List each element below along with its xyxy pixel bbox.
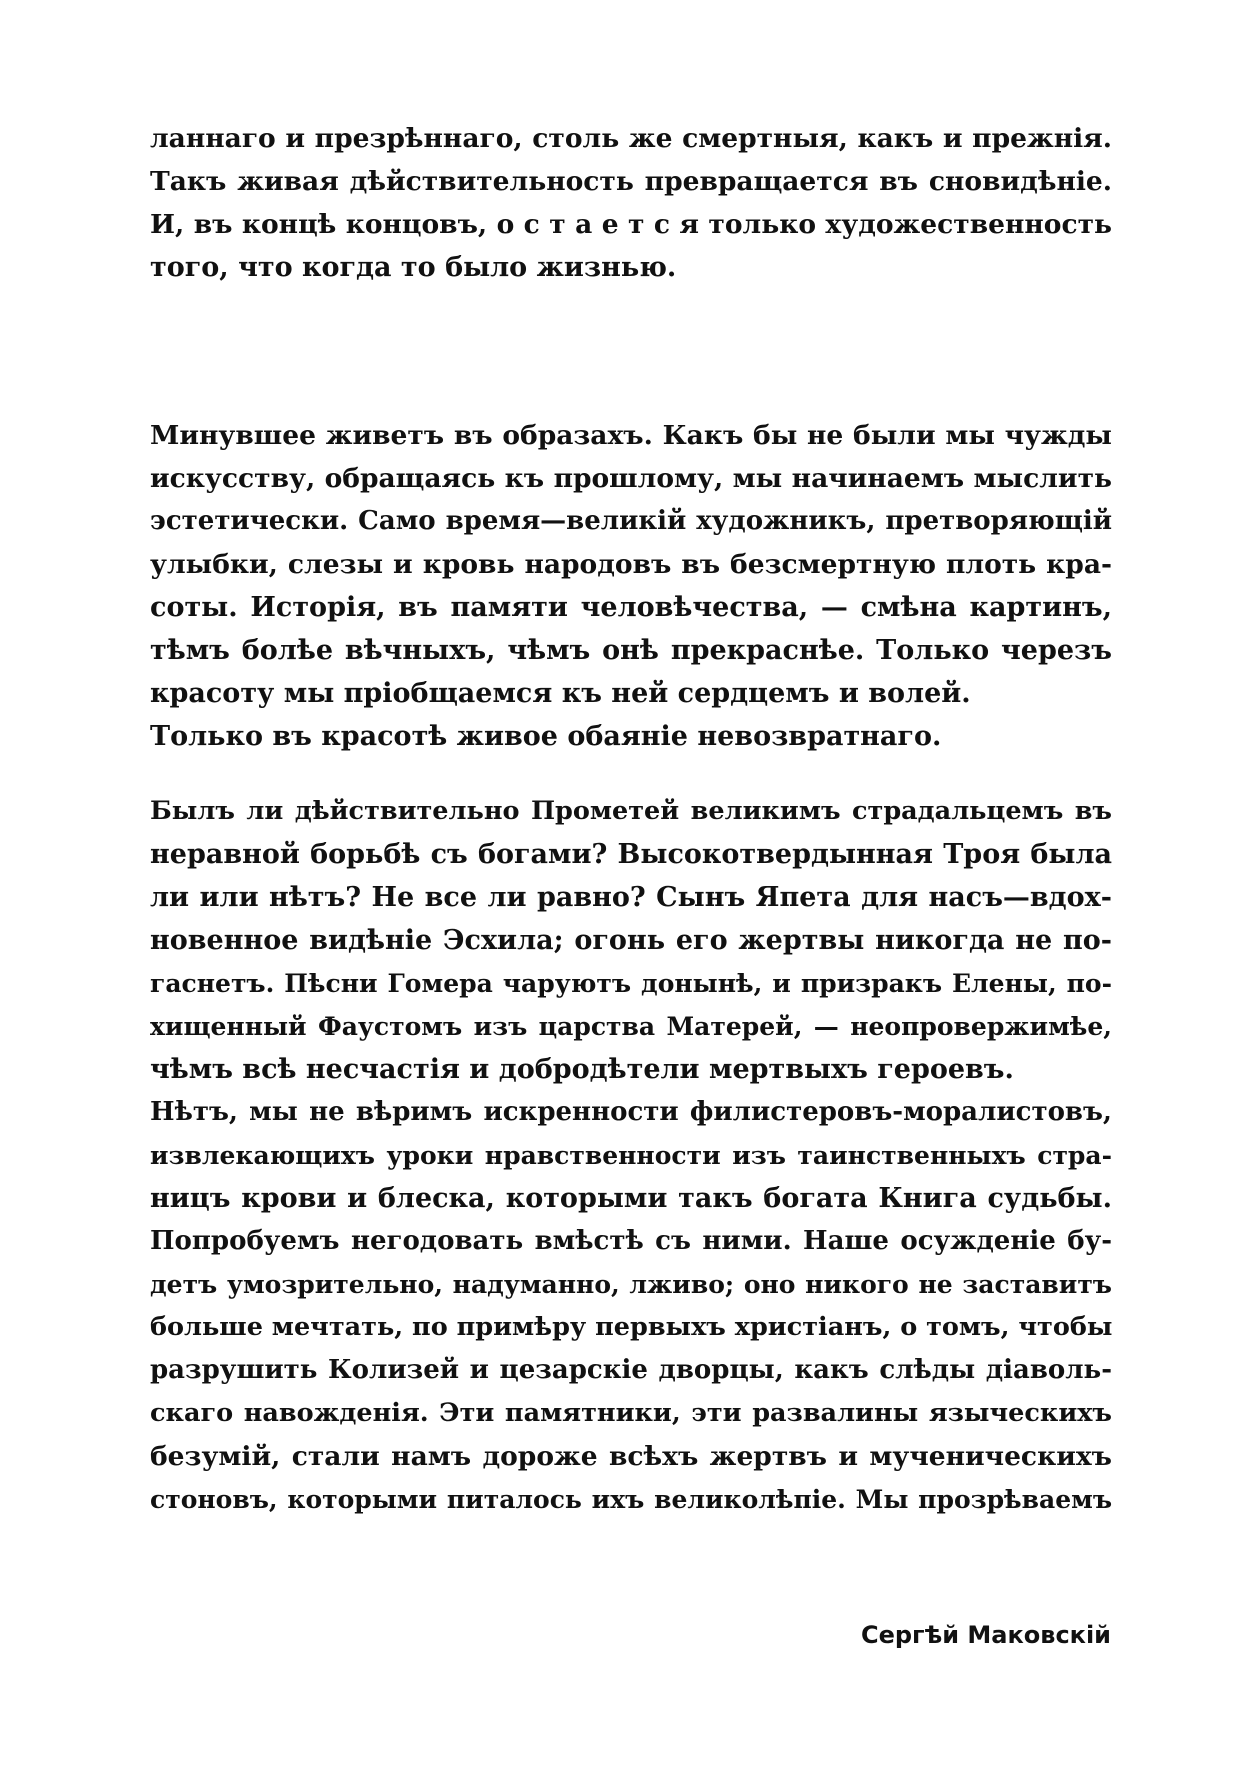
text-line: больше мечтать, по примѣру первыхъ христіанъ, о томъ, чтобы: [150, 1312, 1112, 1342]
text-line: Попробуемъ негодовать вмѣстѣ съ ними. Наше осужденіе бу-: [150, 1226, 1112, 1256]
paragraph-2: [150, 414, 1112, 758]
author-signature: Сергѣй Маковскій: [860, 1621, 1111, 1649]
text-line: ли или нѣтъ? Не все ли равно? Сынъ Япета для насъ—вдох-: [150, 882, 1112, 913]
text-line: безумій, стали намъ дороже всѣхъ жертвъ и мученическихъ: [150, 1441, 1112, 1472]
text-line: Только въ красотѣ живое обаяніе невозвратнаго.: [150, 721, 942, 752]
text-line: чѣмъ всѣ несчастія и добродѣтели мертвыхъ героевъ.: [150, 1054, 1014, 1085]
text-line: соты. Исторія, въ памяти человѣчества, — смѣна картинъ,: [150, 592, 1112, 623]
text-line: искусству, обращаясь къ прошлому, мы начинаемъ мыслить: [150, 463, 1112, 494]
text-line: ницъ крови и блеска, которыми такъ богата Книга судьбы.: [150, 1183, 1112, 1214]
text-line: эстетически. Само время—великій художникъ, претворяющій: [150, 506, 1112, 536]
text-line: хищенный Фаустомъ изъ царства Матерей, — неопровержимѣе,: [150, 1012, 1112, 1041]
text-line: того, что когда то было жизнью.: [150, 252, 677, 283]
text-line: ланнаго и презрѣннаго, столь же смертныя, какъ и прежнія.: [150, 123, 1112, 154]
text-line: И, въ концѣ концовъ, о с т а е т с я только художественность: [150, 209, 1112, 240]
text-line: Нѣтъ, мы не вѣримъ искренности филистеровъ-моралистовъ,: [150, 1097, 1112, 1127]
text-line: гаснетъ. Пѣсни Гомера чаруютъ донынѣ, и призракъ Елены, по-: [150, 969, 1112, 998]
text-line: детъ умозрительно, надуманно, лживо; оно никого не заставитъ: [150, 1270, 1112, 1299]
text-line: красоту мы пріобщаемся къ ней сердцемъ и волей.: [150, 678, 971, 709]
text-line: Такъ живая дѣйствительность превращается въ сновидѣніе.: [150, 166, 1112, 197]
text-line: извлекающихъ уроки нравственности изъ таинственныхъ стра-: [150, 1141, 1112, 1170]
text-line: улыбки, слезы и кровь народовъ въ безсмертную плоть кра-: [150, 549, 1112, 580]
text-line: скаго навожденія. Эти памятники, эти развалины языческихъ: [150, 1398, 1112, 1428]
text-line: разрушить Колизей и цезарскіе дворцы, какъ слѣды діаволь-: [150, 1355, 1112, 1385]
paragraph-1: [150, 117, 1112, 289]
text-line: тѣмъ болѣе вѣчныхъ, чѣмъ онѣ прекраснѣе. Только черезъ: [150, 635, 1112, 666]
text-line: неравной борьбѣ съ богами? Высокотвердынная Троя была: [150, 839, 1112, 870]
text-line: Минувшее живетъ въ образахъ. Какъ бы не были мы чужды: [150, 420, 1112, 451]
text-line: новенное видѣніе Эсхила; огонь его жертвы никогда не по-: [150, 925, 1112, 956]
text-line: Былъ ли дѣйствительно Прометей великимъ страдальцемъ въ: [150, 796, 1112, 826]
paragraph-3: [150, 790, 1112, 1521]
text-line: стоновъ, которыми питалось ихъ великолѣпіе. Мы прозрѣваемъ: [150, 1485, 1112, 1514]
